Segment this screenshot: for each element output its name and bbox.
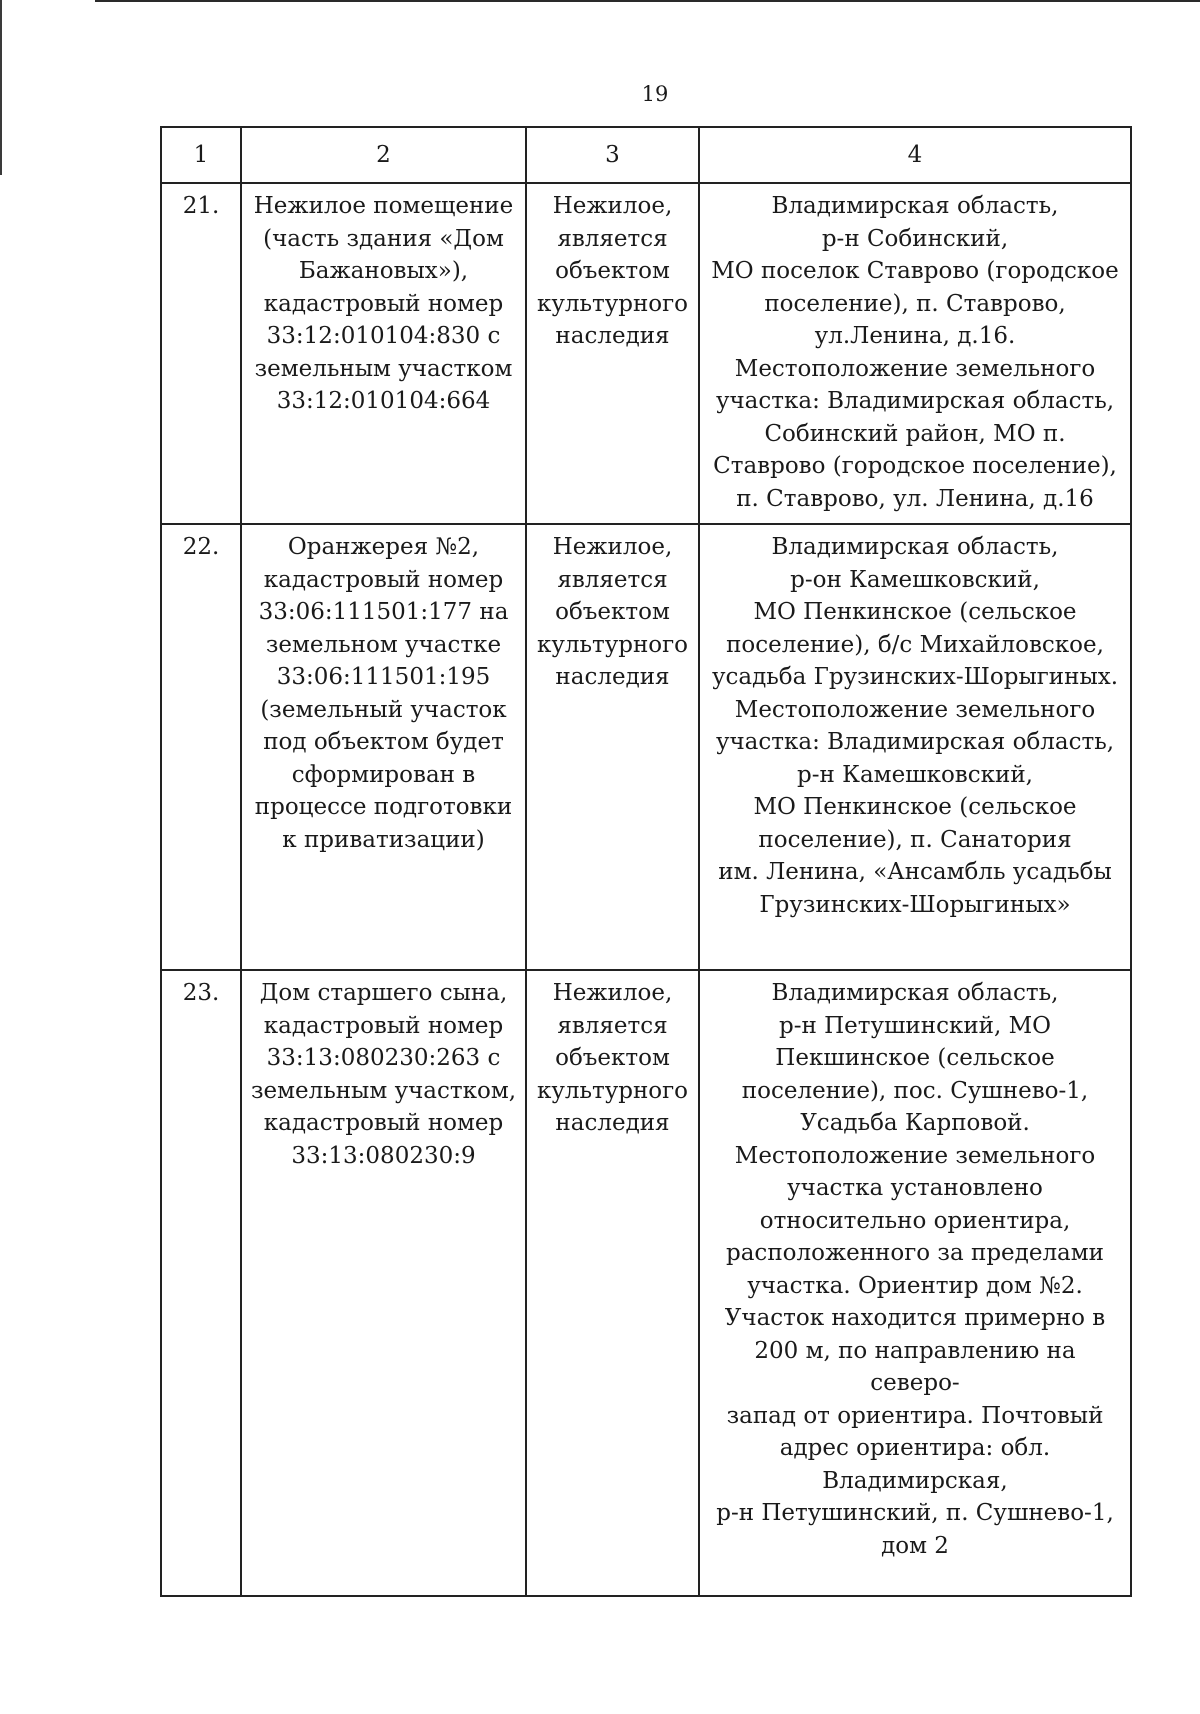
table-row [161, 183, 1131, 524]
object-address: Владимирская область, р-н Петушинский, МО Пекшинское (сельское поселение), пос. Сушнево-1, Усадьба Карповой. Местоположение земельного участка установлено относительно ориентира, расположенного за пределами участка. Ориентир дом №2. Участок находится примерно в 200 м, по направлению на северо- запад от ориентира. Почтовый адрес ориентира: обл. Владимирская, р-н Петушинский, п. Сушнево-1, дом 2 [699, 970, 1131, 1596]
object-address: Владимирская область, р-он Камешковский, МО Пенкинское (сельское поселение), б/с Михайловское, усадьба Грузинских-Шорыгиных. Местоположение земельного участка: Владимирская область, р-н Камешковский, МО Пенкинское (сельское поселение), п. Санатория им. Ленина, «Ансамбль усадьбы Грузинских-Шорыгиных» [699, 524, 1131, 970]
scan-edge-top [95, 0, 1200, 2]
header-cell-2: 2 [241, 127, 526, 183]
object-description: Нежилое помещение (часть здания «Дом Бажановых»), кадастровый номер 33:12:010104:830 с земельным участком 33:12:010104:664 [241, 183, 526, 524]
header-cell-1: 1 [161, 127, 241, 183]
object-type: Нежилое, является объектом культурного наследия [526, 970, 699, 1596]
object-type: Нежилое, является объектом культурного наследия [526, 524, 699, 970]
row-number: 23. [161, 970, 241, 1596]
row-number: 22. [161, 524, 241, 970]
object-description: Дом старшего сына, кадастровый номер 33:13:080230:263 с земельным участком, кадастровый номер 33:13:080230:9 [241, 970, 526, 1596]
row-number: 21. [161, 183, 241, 524]
object-address: Владимирская область, р-н Собинский, МО поселок Ставрово (городское поселение), п. Ставрово, ул.Ленина, д.16. Местоположение земельного участка: Владимирская область, Собинский район, МО п. Ставрово (городское поселение), п. Ставрово, ул. Ленина, д.16 [699, 183, 1131, 524]
object-description: Оранжерея №2, кадастровый номер 33:06:111501:177 на земельном участке 33:06:111501:195 (земельный участок под объектом будет сформирован в процессе подготовки к приватизации) [241, 524, 526, 970]
table-header-row [161, 127, 1131, 183]
header-cell-3: 3 [526, 127, 699, 183]
page-number: 19 [641, 82, 669, 106]
table-row [161, 524, 1131, 970]
table-row [161, 970, 1131, 1596]
property-table [160, 126, 1132, 1597]
object-type: Нежилое, является объектом культурного наследия [526, 183, 699, 524]
header-cell-4: 4 [699, 127, 1131, 183]
